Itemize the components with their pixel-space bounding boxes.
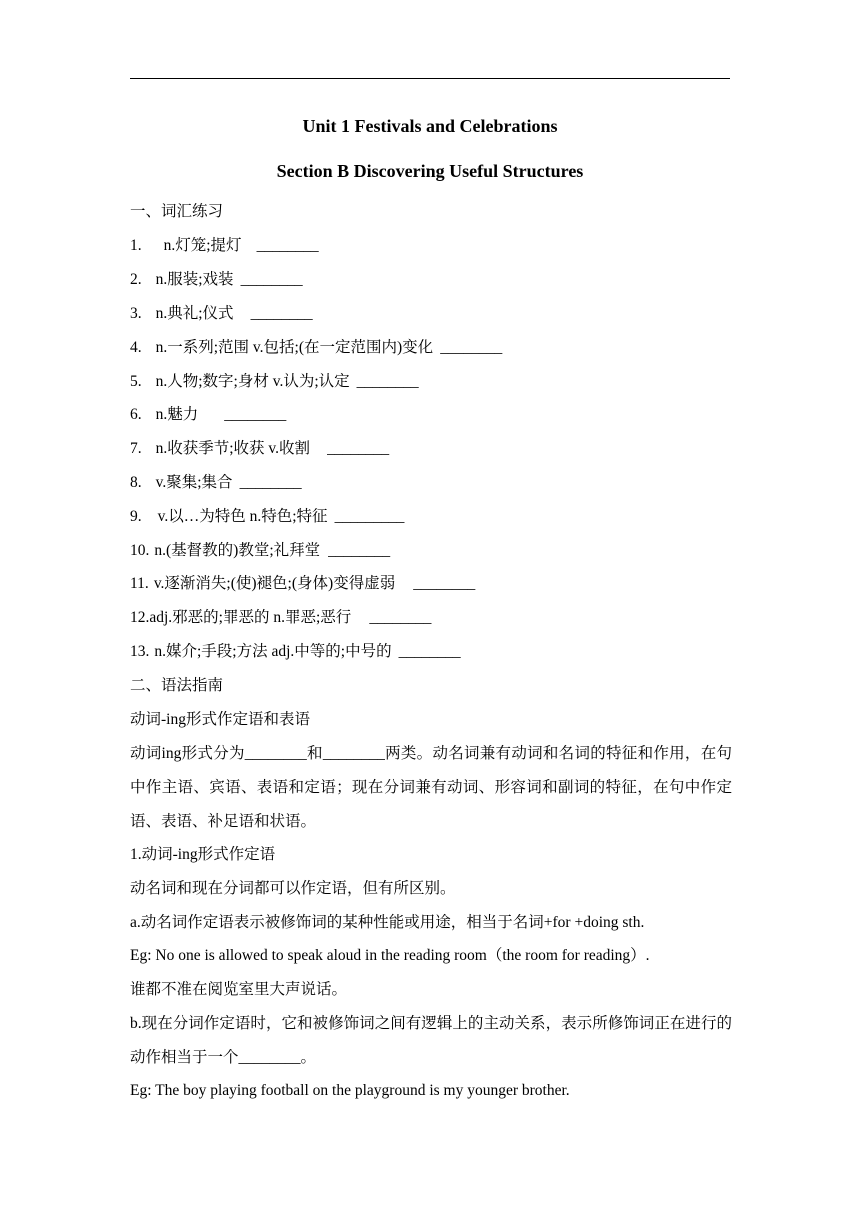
document-title: Unit 1 Festivals and Celebrations [302, 116, 558, 136]
answer-blank[interactable]: ________ [440, 339, 503, 356]
item-number: 6. [130, 406, 142, 423]
vocab-item [130, 507, 404, 527]
grammar-point-b [130, 1007, 732, 1075]
item-number: 3. [130, 305, 142, 322]
grammar-topic: 动词-ing形式作定语和表语 [130, 711, 310, 728]
answer-blank[interactable]: ________ [244, 745, 307, 762]
item-definition: n.典礼;仪式 [155, 305, 234, 322]
item-definition: n.魅力 [155, 406, 199, 423]
answer-blank[interactable]: ________ [328, 542, 391, 559]
item-number: 8. [130, 474, 142, 491]
item-definition: n.(基督教的)教堂;礼拜堂 [154, 542, 321, 559]
answer-blank[interactable]: ________ [224, 406, 287, 423]
point-b-text: 。 [300, 1049, 317, 1066]
vocab-item [130, 541, 390, 561]
answer-blank[interactable]: ________ [256, 237, 319, 254]
grammar-point-1-desc: 动名词和现在分词都可以作定语，但有所区别。 [130, 880, 456, 897]
grammar-intro [130, 737, 732, 839]
answer-blank[interactable]: ________ [322, 745, 385, 762]
vocab-item [130, 473, 302, 493]
item-number: 1. [130, 237, 142, 254]
answer-blank[interactable]: ________ [398, 643, 461, 660]
item-definition: n.灯笼;提灯 [163, 237, 242, 254]
item-definition: v.逐渐消失;(使)褪色;(身体)变得虚弱 [153, 575, 396, 592]
item-number: 11. [130, 575, 149, 592]
answer-blank[interactable]: ________ [239, 474, 302, 491]
example-sentence: Eg: No one is allowed to speak aloud in the reading room（the room for reading）. [130, 947, 650, 964]
answer-blank[interactable]: ________ [240, 271, 303, 288]
vocab-item [130, 608, 431, 628]
vocab-heading: 一、词汇练习 [130, 203, 224, 220]
item-number: 5. [130, 373, 142, 390]
answer-blank[interactable]: ________ [413, 575, 476, 592]
example-translation: 谁都不准在阅览室里大声说话。 [130, 981, 348, 998]
answer-blank[interactable]: ________ [250, 305, 313, 322]
grammar-heading: 二、语法指南 [130, 677, 224, 694]
item-number: 4. [130, 339, 142, 356]
item-number: 7. [130, 440, 142, 457]
item-number: 10. [130, 542, 150, 559]
item-definition: n.服装;戏装 [155, 271, 234, 288]
example-sentence: Eg: The boy playing football on the playground is my younger brother. [130, 1082, 570, 1099]
vocab-item [130, 236, 319, 256]
vocab-item [130, 270, 303, 290]
item-number: 2. [130, 271, 142, 288]
item-definition: n.一系列;范围 v.包括;(在一定范围内)变化 [155, 339, 434, 356]
item-number: 13. [130, 643, 150, 660]
intro-text: 动词ing形式分为 [130, 745, 245, 762]
grammar-point-a: a.动名词作定语表示被修饰词的某种性能或用途，相当于名词+for +doing sth. [130, 914, 645, 931]
intro-text: 两类。动名词兼有动词和名词的特征和作用，在句中作主语、宾语、表语和定语；现在分词兼有动词、形容词和副词的特征，在句中作定语、表语、补足语和状语。 [130, 745, 732, 830]
answer-blank[interactable]: ________ [356, 373, 419, 390]
header-rule [130, 78, 730, 79]
vocab-item [130, 642, 461, 662]
answer-blank[interactable]: ________ [369, 609, 432, 626]
vocab-item [130, 574, 475, 594]
grammar-point-1: 1.动词-ing形式作定语 [130, 846, 276, 863]
vocab-item [130, 338, 502, 358]
answer-blank[interactable]: _________ [334, 508, 405, 525]
answer-blank[interactable]: ________ [327, 440, 390, 457]
item-number: 12. [130, 609, 150, 626]
item-definition: n.人物;数字;身材 v.认为;认定 [155, 373, 350, 390]
item-number: 9. [130, 508, 142, 525]
vocab-item [130, 304, 313, 324]
answer-blank[interactable]: ________ [238, 1049, 301, 1066]
section-title: Section B Discovering Useful Structures [276, 161, 584, 181]
item-definition: v.聚集;集合 [155, 474, 233, 491]
vocab-item [130, 372, 419, 392]
item-definition: n.收获季节;收获 v.收割 [155, 440, 311, 457]
item-definition: n.媒介;手段;方法 adj.中等的;中号的 [154, 643, 392, 660]
item-definition: adj.邪恶的;罪恶的 n.罪恶;恶行 [149, 609, 352, 626]
vocab-item [130, 439, 389, 459]
item-definition: v.以…为特色 n.特色;特征 [157, 508, 328, 525]
vocab-item [130, 405, 286, 425]
intro-text: 和 [306, 745, 323, 762]
point-b-text: b.现在分词作定语时，它和被修饰词之间有逻辑上的主动关系，表示所修饰词正在进行的动作相当于一个 [130, 1015, 732, 1066]
